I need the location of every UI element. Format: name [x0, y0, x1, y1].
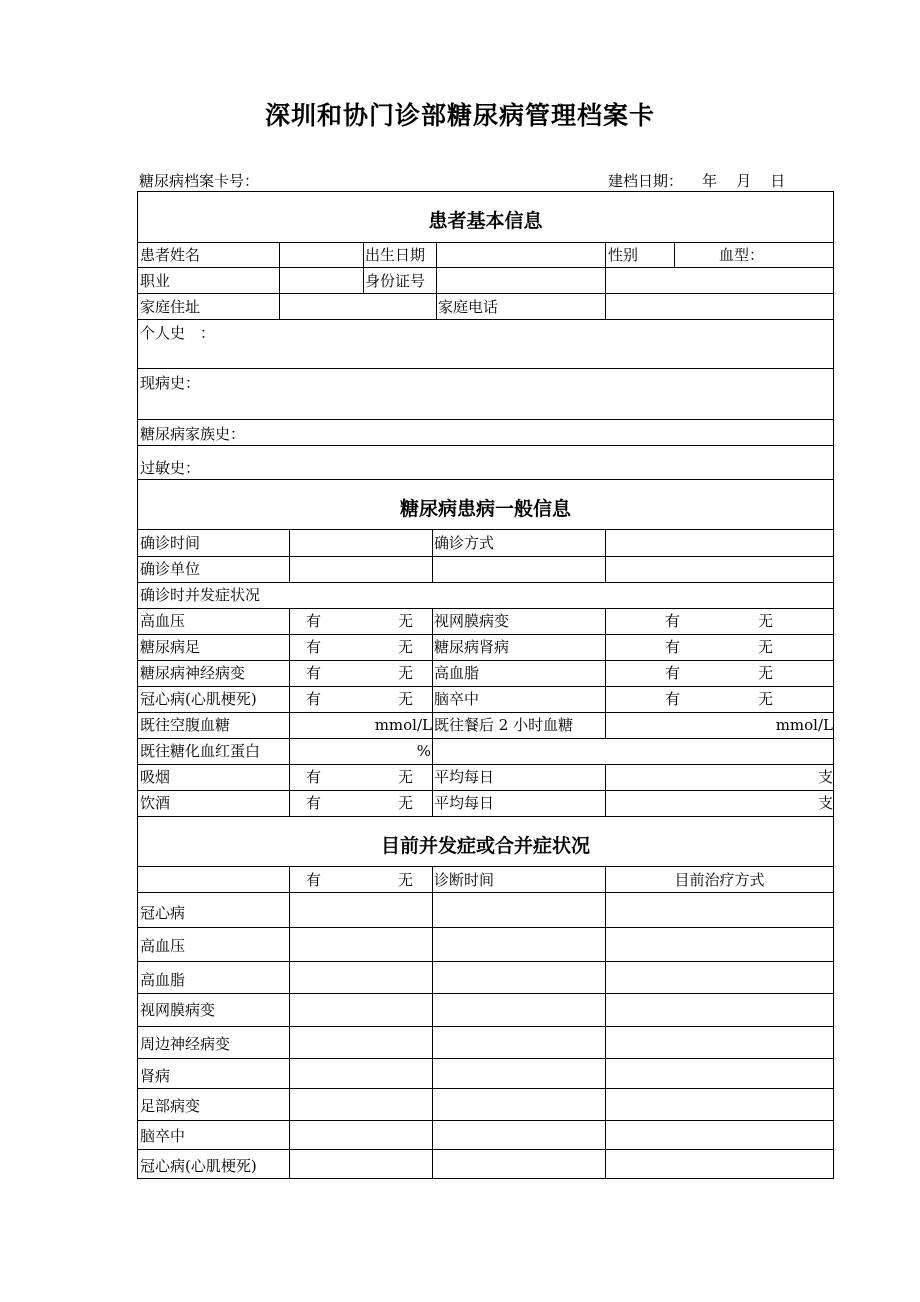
yes-option: 有	[306, 664, 322, 682]
family-history-label: 糖尿病家族史：	[140, 425, 246, 443]
diagnosis-time-label: 确诊时间	[140, 534, 201, 552]
stroke-label: 脑卒中	[434, 690, 480, 708]
occupation-label: 职业	[140, 272, 171, 290]
postprandial-glucose-label: 既往餐后 2 小时血糖	[434, 716, 574, 734]
year-label: 年	[702, 172, 718, 190]
card-number-label: 糖尿病档案卡号：	[139, 172, 260, 190]
yes-option: 有	[665, 638, 681, 656]
file-date-label: 建档日期：	[608, 172, 684, 190]
current-item-myocardial-infarction: 冠心病(心肌梗死)	[140, 1157, 257, 1175]
yes-column-header: 有	[306, 871, 322, 889]
gender-label: 性别	[608, 246, 639, 264]
hyperlipidemia-label: 高血脂	[434, 664, 480, 682]
no-option: 无	[398, 664, 414, 682]
drinking-label: 饮酒	[140, 794, 171, 812]
no-option: 无	[398, 612, 414, 630]
file-date	[608, 170, 785, 191]
drink-unit: 支	[817, 794, 833, 812]
no-option: 无	[398, 638, 414, 656]
hypertension-label: 高血压	[140, 612, 186, 630]
current-item-foot-disease: 足部病变	[140, 1097, 201, 1115]
yes-option: 有	[306, 638, 322, 656]
diabetic-neuropathy-label: 糖尿病神经病变	[140, 664, 246, 682]
diabetic-foot-label: 糖尿病足	[140, 638, 201, 656]
current-item-nephropathy: 肾病	[140, 1067, 171, 1085]
yes-option: 有	[306, 768, 322, 786]
yes-option: 有	[306, 612, 322, 630]
yes-option: 有	[306, 794, 322, 812]
retinopathy-label: 视网膜病变	[434, 612, 510, 630]
diagnosis-method-label: 确诊方式	[434, 534, 495, 552]
daily-average-label: 平均每日	[434, 768, 495, 786]
daily-average-label: 平均每日	[434, 794, 495, 812]
smoking-label: 吸烟	[140, 768, 171, 786]
no-option: 无	[398, 690, 414, 708]
present-history-label: 现病史：	[140, 374, 201, 392]
diagnosis-unit-label: 确诊单位	[140, 560, 201, 578]
section-basic-info: 患者基本信息	[428, 210, 543, 232]
record-form	[137, 191, 834, 1179]
complications-at-diagnosis-label: 确诊时并发症状况	[140, 586, 261, 604]
fasting-glucose-unit: mmol/L	[374, 716, 432, 734]
no-option: 无	[758, 612, 774, 630]
hba1c-label: 既往糖化血红蛋白	[140, 742, 261, 760]
fasting-glucose-label: 既往空腹血糖	[140, 716, 231, 734]
diabetic-nephropathy-label: 糖尿病肾病	[434, 638, 510, 656]
current-item-hypertension: 高血压	[140, 937, 186, 955]
postprandial-glucose-unit: mmol/L	[775, 716, 833, 734]
day-label: 日	[770, 172, 786, 190]
no-option: 无	[758, 664, 774, 682]
diagnosis-time-column-header: 诊断时间	[434, 871, 495, 889]
birth-date-label: 出生日期	[365, 246, 426, 264]
page-title: 深圳和协门诊部糖尿病管理档案卡	[264, 101, 655, 130]
cigarette-unit: 支	[817, 768, 833, 786]
treatment-column-header: 目前治疗方式	[674, 871, 765, 889]
id-number-label: 身份证号	[365, 272, 426, 290]
home-address-label: 家庭住址	[140, 298, 201, 316]
no-option: 无	[758, 638, 774, 656]
allergy-history-label: 过敏史：	[140, 459, 201, 477]
no-option: 无	[398, 794, 414, 812]
coronary-disease-label: 冠心病(心肌梗死)	[140, 690, 257, 708]
personal-history-label: 个人史 ：	[140, 324, 216, 342]
section-general-info: 糖尿病患病一般信息	[399, 498, 571, 520]
current-item-retinopathy: 视网膜病变	[140, 1001, 216, 1019]
home-phone-label: 家庭电话	[438, 298, 499, 316]
current-item-coronary: 冠心病	[140, 904, 186, 922]
current-item-stroke: 脑卒中	[140, 1127, 186, 1145]
yes-option: 有	[306, 690, 322, 708]
yes-option: 有	[665, 690, 681, 708]
month-label: 月	[736, 172, 752, 190]
hba1c-unit: %	[416, 742, 431, 760]
current-item-peripheral-neuropathy: 周边神经病变	[140, 1035, 231, 1053]
patient-name-label: 患者姓名	[140, 246, 201, 264]
yes-option: 有	[665, 664, 681, 682]
blood-type-label: 血型：	[719, 246, 765, 264]
current-item-hyperlipidemia: 高血脂	[140, 971, 186, 989]
no-column-header: 无	[398, 871, 414, 889]
no-option: 无	[398, 768, 414, 786]
section-current-complications: 目前并发症或合并症状况	[380, 835, 590, 857]
no-option: 无	[758, 690, 774, 708]
yes-option: 有	[665, 612, 681, 630]
